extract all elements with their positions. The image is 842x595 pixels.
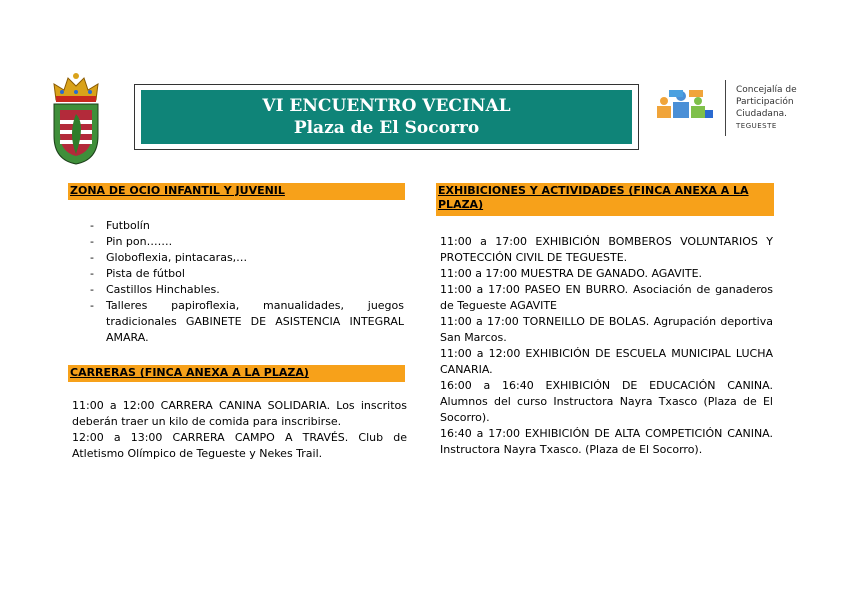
coat-of-arms-emblem [50, 70, 102, 166]
logo-text [736, 84, 797, 132]
list-item: - Globoflexia, pintacaras,… [90, 250, 404, 266]
exhibiciones-block [440, 234, 773, 458]
activity-paragraph: 11:00 a 17:00 MUESTRA DE GANADO. AGAVITE. [440, 267, 703, 280]
title-box [134, 84, 639, 150]
activity-paragraph: 11:00 a 17:00 EXHIBICIÓN BOMBEROS VOLUNTARIOS Y PROTECCIÓN CIVIL DE TEGUESTE. [440, 235, 773, 264]
section-header-exhibiciones: EXHIBICIONES Y ACTIVIDADES (FINCA ANEXA A LA PLAZA) [436, 183, 774, 216]
logo-line: Concejalía de [736, 85, 797, 95]
list-item: - Talleres papiroflexia, manualidades, juegos tradicionales GABINETE DE ASISTENCIA INTEGRAL AMARA. [90, 298, 404, 346]
activity-paragraph: 11:00 a 12:00 CARRERA CANINA SOLIDARIA. Los inscritos deberán traer un kilo de comida para inscribirse. [72, 399, 407, 428]
list-item: - Futbolín [90, 218, 404, 234]
activity-paragraph: 11:00 a 12:00 EXHIBICIÓN DE ESCUELA MUNICIPAL LUCHA CANARIA. [440, 347, 773, 376]
activity-paragraph: 16:00 a 16:40 EXHIBICIÓN DE EDUCACIÓN CANINA. Alumnos del curso Instructora Nayra Txasco (Plaza de El Socorro). [440, 379, 773, 424]
logo-line: Ciudadana. [736, 109, 788, 119]
activity-paragraph: 11:00 a 17:00 PASEO EN BURRO. Asociación de ganaderos de Tegueste AGAVITE [440, 283, 773, 312]
carreras-block [72, 398, 407, 462]
list-item: - Pin pon……. [90, 234, 404, 250]
title-banner [141, 90, 632, 144]
page-title: VI ENCUENTRO VECINAL [262, 96, 511, 116]
logo-line: Participación [736, 97, 794, 107]
section-header-ocio: ZONA DE OCIO INFANTIL Y JUVENIL [68, 183, 405, 200]
logo-divider [725, 80, 726, 136]
section-header-carreras: CARRERAS (FINCA ANEXA A LA PLAZA) [68, 365, 405, 382]
list-item: - Castillos Hinchables. [90, 282, 404, 298]
list-item: - Pista de fútbol [90, 266, 404, 282]
logo-line: TEGUESTE [736, 122, 777, 130]
page-subtitle: Plaza de El Socorro [293, 118, 480, 138]
activity-paragraph: 12:00 a 13:00 CARRERA CAMPO A TRAVÉS. Club de Atletismo Olímpico de Tegueste y Nekes Trail. [72, 431, 407, 460]
activity-paragraph: 11:00 a 17:00 TORNEILLO DE BOLAS. Agrupación deportiva San Marcos. [440, 315, 773, 344]
activity-paragraph: 16:40 a 17:00 EXHIBICIÓN DE ALTA COMPETICIÓN CANINA. Instructora Nayra Txasco. (Plaza de El Socorro). [440, 427, 773, 456]
ocio-list [90, 218, 404, 346]
participation-logo-icon [655, 88, 715, 122]
